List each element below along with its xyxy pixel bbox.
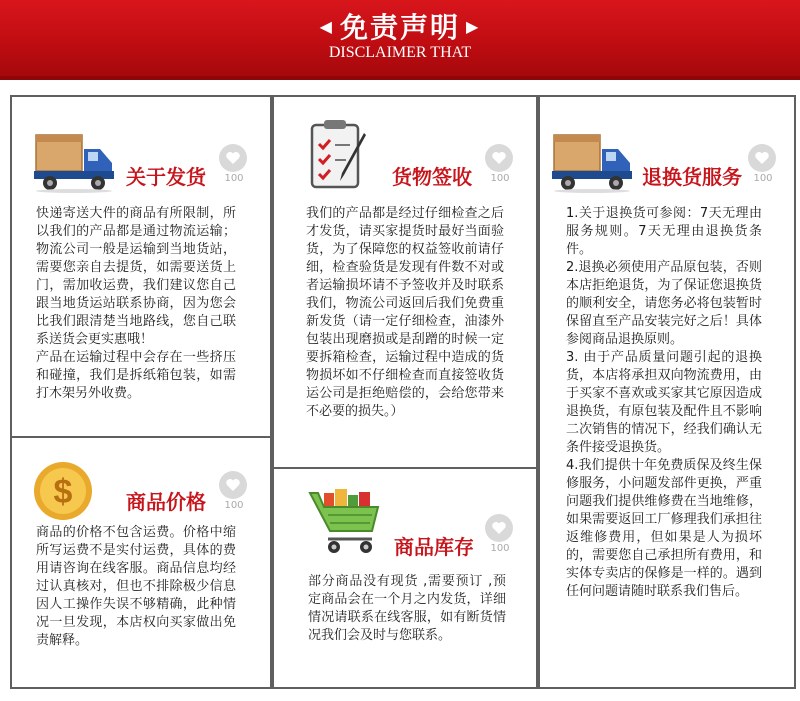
- like-count: 100: [224, 173, 244, 184]
- heart-icon: [225, 151, 241, 165]
- arrow-right-icon: ▶: [466, 17, 481, 36]
- like-count: 100: [224, 500, 244, 511]
- stock-paragraph: 部分商品没有现货 ,需要预订 ,预定商品会在一个月之内发货，详细情况请联系在线客服，如有断货情况我们会及时与您联系。: [308, 574, 506, 643]
- svg-text:$: $: [53, 473, 73, 511]
- panel-price: [10, 436, 272, 689]
- shipping-paragraph: 快递寄送大件的商品有所限制，所以我们的产品都是通过物流运输；物流公司一般是运输到当地货站，需要您亲自去提货，如需要送货上门，需加收运费，我们建议您自己跟当地货运站联系协商，因为您会比我们跟清楚当地路线，您自己联系送货会更实惠哦！: [36, 206, 236, 347]
- disclaimer-banner: [0, 0, 800, 80]
- receipt-body: [306, 205, 504, 421]
- heart-icon: [225, 478, 241, 492]
- panel-shipping: [10, 95, 272, 438]
- returns-paragraph: 4.我们提供十年免费质保及终生保修服务，小问题发部件更换，严重问题我们提供维修费在当地维修，如果需要返回工厂修理我们承担往返维修费用，但如果是人为损坏的，需要您自己承担所有费用，和实体专卖店的保修是一样的。遇到任何问题请随时联系我们售后。: [566, 458, 762, 599]
- like-count: 100: [490, 543, 510, 554]
- shipping-heading: 关于发货: [126, 165, 206, 189]
- dollar-coin-icon: [32, 460, 94, 522]
- like-count: 100: [753, 173, 773, 184]
- delivery-truck-icon: [32, 127, 118, 193]
- delivery-truck-icon: [550, 127, 636, 193]
- heart-icon: [491, 521, 507, 535]
- receipt-paragraph: 我们的产品都是经过仔细检查之后才发货，请买家提货时最好当面验货，为了保障您的权益签收前请仔细，检查验货是发现有件数不对或者运输损坏请不予签收并及时联系我们，物流公司返回后我们免费重新发货（请一定仔细检查，油漆外包装出现磨损或是刮蹭的时候一定要拆箱检查，运输过程中造成的货物损坏如不仔细检查而直接签收货运公司是拒绝赔偿的，会给您带来不必要的损失。）: [306, 206, 504, 419]
- price-paragraph: 商品的价格不包含运费。价格中缩所写运费不是实付运费，具体的费用请咨询在线客服。商品信息均经过认真核对，但也不排除极少信息因人工操作失误不够精确，此种情况一旦发现，本店权向买家做出免责解释。: [36, 525, 236, 648]
- like-badge[interactable]: [485, 514, 515, 554]
- like-count: 100: [490, 173, 510, 184]
- price-body: [36, 524, 236, 650]
- stock-body: [308, 573, 506, 645]
- panel-receipt: [272, 95, 538, 469]
- price-heading: 商品价格: [126, 490, 206, 514]
- returns-paragraph: 2.退换必须使用产品原包装，否则本店拒绝退货，为了保证您退换货的顺利安全，请您务必将包装暂时保留直至产品安装完好之后！具体参阅商品退换原则。: [566, 260, 762, 347]
- banner-subtitle: DISCLAIMER THAT: [328, 44, 472, 61]
- panel-returns: [538, 95, 796, 689]
- like-badge[interactable]: [485, 144, 515, 184]
- banner-title: 免责声明: [339, 11, 460, 44]
- heart-icon: [491, 151, 507, 165]
- returns-paragraph: 3. 由于产品质量问题引起的退换货，本店将承担双向物流费用，由于买家不喜欢或买家其它原因造成退换货，有原包装及配件且不影响二次销售的情况下，经我们确认无条件接受退换货。: [566, 350, 762, 455]
- shipping-body: [36, 205, 236, 403]
- arrow-left-icon: ◀: [319, 17, 334, 36]
- stock-heading: 商品库存: [394, 535, 474, 559]
- like-badge[interactable]: [219, 471, 249, 511]
- returns-paragraph: 1.关于退换货可参阅：7天无理由服务规则。7天无理由退换货条件。: [566, 206, 762, 257]
- heart-icon: [754, 151, 770, 165]
- receipt-heading: 货物签收: [392, 165, 472, 189]
- panel-stock: [272, 467, 538, 689]
- returns-body: [566, 205, 762, 601]
- returns-heading: 退换货服务: [642, 165, 742, 189]
- like-badge[interactable]: [219, 144, 249, 184]
- shipping-paragraph: 产品在运输过程中会存在一些挤压和碰撞，我们是拆纸箱包装，如需打木架另外收费。: [36, 350, 236, 401]
- clipboard-check-icon: [308, 117, 372, 193]
- shopping-cart-icon: [306, 485, 388, 559]
- like-badge[interactable]: [748, 144, 778, 184]
